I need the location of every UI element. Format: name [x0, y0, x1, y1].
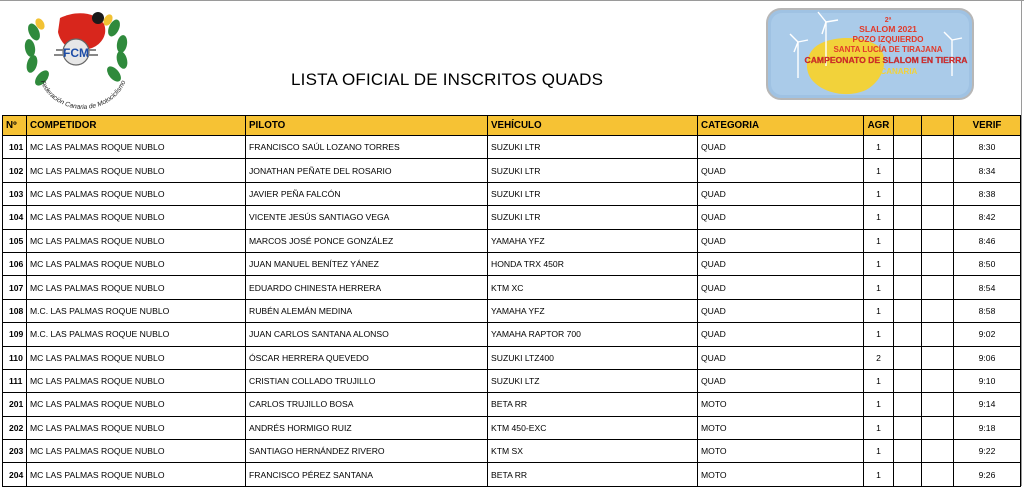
cell-num: 204 [3, 463, 27, 486]
cell-verif: 8:46 [954, 229, 1021, 252]
badge-municipality: SANTA LUCÍA DE TIRAJANA [833, 45, 943, 54]
cell-verif: 8:54 [954, 276, 1021, 299]
cell-blank [894, 159, 922, 182]
cell-blank [894, 463, 922, 486]
cell-categoria: QUAD [698, 182, 864, 205]
header-categoria: CATEGORIA [698, 116, 864, 136]
cell-piloto: MARCOS JOSÉ PONCE GONZÁLEZ [246, 229, 488, 252]
table-row [3, 416, 1021, 439]
cell-agr: 1 [864, 252, 894, 275]
cell-blank [922, 440, 954, 463]
cell-agr: 1 [864, 440, 894, 463]
cell-verif: 8:34 [954, 159, 1021, 182]
cell-agr: 1 [864, 369, 894, 392]
cell-blank [922, 206, 954, 229]
cell-verif: 9:06 [954, 346, 1021, 369]
cell-agr: 2 [864, 346, 894, 369]
cell-competidor: MC LAS PALMAS ROQUE NUBLO [27, 229, 246, 252]
cell-blank [922, 276, 954, 299]
cell-vehiculo: SUZUKI LTZ [488, 369, 698, 392]
cell-agr: 1 [864, 323, 894, 346]
cell-blank [922, 416, 954, 439]
cell-blank [922, 136, 954, 159]
cell-verif: 8:50 [954, 252, 1021, 275]
cell-verif: 9:18 [954, 416, 1021, 439]
cell-verif: 9:02 [954, 323, 1021, 346]
table-row [3, 369, 1021, 392]
cell-agr: 1 [864, 159, 894, 182]
cell-blank [894, 323, 922, 346]
cell-blank [922, 182, 954, 205]
cell-blank [922, 393, 954, 416]
cell-vehiculo: YAMAHA RAPTOR 700 [488, 323, 698, 346]
cell-categoria: QUAD [698, 323, 864, 346]
cell-blank [922, 229, 954, 252]
cell-num: 111 [3, 369, 27, 392]
cell-vehiculo: KTM 450-EXC [488, 416, 698, 439]
cell-vehiculo: KTM XC [488, 276, 698, 299]
cell-competidor: MC LAS PALMAS ROQUE NUBLO [27, 252, 246, 275]
cell-num: 106 [3, 252, 27, 275]
cell-competidor: MC LAS PALMAS ROQUE NUBLO [27, 369, 246, 392]
cell-piloto: CARLOS TRUJILLO BOSA [246, 393, 488, 416]
cell-piloto: SANTIAGO HERNÁNDEZ RIVERO [246, 440, 488, 463]
cell-piloto: ÓSCAR HERRERA QUEVEDO [246, 346, 488, 369]
header-num: Nº [3, 116, 27, 136]
badge-event: SLALOM 2021 [859, 24, 917, 34]
cell-piloto: RUBÉN ALEMÁN MEDINA [246, 299, 488, 322]
cell-categoria: QUAD [698, 136, 864, 159]
cell-num: 104 [3, 206, 27, 229]
cell-blank [894, 206, 922, 229]
cell-num: 202 [3, 416, 27, 439]
cell-categoria: QUAD [698, 369, 864, 392]
cell-blank [894, 346, 922, 369]
cell-vehiculo: SUZUKI LTR [488, 182, 698, 205]
cell-blank [922, 299, 954, 322]
fcm-emblem-icon [16, 4, 146, 112]
cell-categoria: QUAD [698, 229, 864, 252]
cell-competidor: MC LAS PALMAS ROQUE NUBLO [27, 416, 246, 439]
cell-num: 102 [3, 159, 27, 182]
cell-verif: 9:14 [954, 393, 1021, 416]
table-row [3, 159, 1021, 182]
cell-piloto: ANDRÉS HORMIGO RUIZ [246, 416, 488, 439]
right-border [1021, 0, 1022, 486]
table-row [3, 299, 1021, 322]
cell-agr: 1 [864, 276, 894, 299]
cell-categoria: QUAD [698, 159, 864, 182]
header-competidor: COMPETIDOR [27, 116, 246, 136]
cell-agr: 1 [864, 136, 894, 159]
table-header-row [3, 116, 1021, 136]
cell-verif: 8:30 [954, 136, 1021, 159]
cell-num: 105 [3, 229, 27, 252]
header-vehiculo: VEHÍCULO [488, 116, 698, 136]
cell-piloto: EDUARDO CHINESTA HERRERA [246, 276, 488, 299]
cell-categoria: QUAD [698, 346, 864, 369]
cell-piloto: FRANCISCO SAÚL LOZANO TORRES [246, 136, 488, 159]
badge-edition: 2ª [884, 17, 892, 24]
cell-blank [894, 252, 922, 275]
logo-arc-text: Federación Canaria de Motociclismo [38, 79, 128, 111]
cell-categoria: MOTO [698, 440, 864, 463]
cell-categoria: QUAD [698, 206, 864, 229]
cell-blank [894, 299, 922, 322]
header-blank-2 [922, 116, 954, 136]
header-verif: VERIF [954, 116, 1021, 136]
cell-categoria: QUAD [698, 299, 864, 322]
cell-num: 107 [3, 276, 27, 299]
table-row [3, 276, 1021, 299]
cell-competidor: MC LAS PALMAS ROQUE NUBLO [27, 159, 246, 182]
table-row [3, 346, 1021, 369]
cell-blank [894, 440, 922, 463]
table-row [3, 440, 1021, 463]
cell-num: 110 [3, 346, 27, 369]
cell-piloto: JONATHAN PEÑATE DEL ROSARIO [246, 159, 488, 182]
cell-vehiculo: SUZUKI LTR [488, 136, 698, 159]
cell-blank [894, 276, 922, 299]
cell-vehiculo: SUZUKI LTR [488, 159, 698, 182]
cell-piloto: FRANCISCO PÉREZ SANTANA [246, 463, 488, 486]
cell-vehiculo: YAMAHA YFZ [488, 229, 698, 252]
cell-num: 101 [3, 136, 27, 159]
cell-blank [894, 369, 922, 392]
cell-categoria: MOTO [698, 393, 864, 416]
cell-competidor: MC LAS PALMAS ROQUE NUBLO [27, 136, 246, 159]
table-row [3, 229, 1021, 252]
cell-verif: 8:38 [954, 182, 1021, 205]
table-row [3, 463, 1021, 486]
cell-agr: 1 [864, 463, 894, 486]
cell-vehiculo: SUZUKI LTR [488, 206, 698, 229]
cell-vehiculo: YAMAHA YFZ [488, 299, 698, 322]
cell-blank [922, 252, 954, 275]
cell-competidor: MC LAS PALMAS ROQUE NUBLO [27, 182, 246, 205]
cell-competidor: MC LAS PALMAS ROQUE NUBLO [27, 276, 246, 299]
cell-blank [922, 346, 954, 369]
cell-verif: 9:26 [954, 463, 1021, 486]
table-row [3, 393, 1021, 416]
cell-verif: 8:58 [954, 299, 1021, 322]
entries-table [2, 115, 1021, 487]
cell-verif: 9:10 [954, 369, 1021, 392]
cell-vehiculo: BETA RR [488, 393, 698, 416]
cell-num: 203 [3, 440, 27, 463]
cell-blank [922, 323, 954, 346]
cell-categoria: MOTO [698, 463, 864, 486]
cell-blank [922, 463, 954, 486]
logo-initials: FCM [63, 46, 89, 60]
cell-competidor: MC LAS PALMAS ROQUE NUBLO [27, 393, 246, 416]
cell-agr: 1 [864, 393, 894, 416]
cell-blank [922, 159, 954, 182]
badge-championship: CAMPEONATO DE SLALOM EN TIERRA [804, 55, 968, 65]
cell-blank [894, 136, 922, 159]
cell-competidor: MC LAS PALMAS ROQUE NUBLO [27, 206, 246, 229]
cell-agr: 1 [864, 206, 894, 229]
cell-competidor: M.C. LAS PALMAS ROQUE NUBLO [27, 299, 246, 322]
cell-categoria: QUAD [698, 276, 864, 299]
slalom-event-badge [766, 6, 976, 102]
cell-piloto: JUAN CARLOS SANTANA ALONSO [246, 323, 488, 346]
badge-island: GRAN CANARIA [854, 67, 918, 76]
cell-num: 201 [3, 393, 27, 416]
cell-vehiculo: BETA RR [488, 463, 698, 486]
header-agr: AGR [864, 116, 894, 136]
header-blank-1 [894, 116, 922, 136]
cell-competidor: MC LAS PALMAS ROQUE NUBLO [27, 440, 246, 463]
cell-piloto: JAVIER PEÑA FALCÓN [246, 182, 488, 205]
table-row [3, 206, 1021, 229]
cell-piloto: CRISTIAN COLLADO TRUJILLO [246, 369, 488, 392]
table-row [3, 182, 1021, 205]
page-title: LISTA OFICIAL DE INSCRITOS QUADS [291, 70, 604, 89]
cell-blank [894, 393, 922, 416]
cell-piloto: VICENTE JESÚS SANTIAGO VEGA [246, 206, 488, 229]
cell-agr: 1 [864, 299, 894, 322]
cell-verif: 8:42 [954, 206, 1021, 229]
cell-blank [894, 182, 922, 205]
header-piloto: PILOTO [246, 116, 488, 136]
cell-categoria: QUAD [698, 252, 864, 275]
table-row [3, 252, 1021, 275]
badge-venue: POZO IZQUIERDO [852, 35, 924, 44]
cell-agr: 1 [864, 229, 894, 252]
cell-competidor: M.C. LAS PALMAS ROQUE NUBLO [27, 323, 246, 346]
cell-num: 108 [3, 299, 27, 322]
cell-categoria: MOTO [698, 416, 864, 439]
cell-agr: 1 [864, 182, 894, 205]
cell-competidor: MC LAS PALMAS ROQUE NUBLO [27, 463, 246, 486]
table-row [3, 323, 1021, 346]
cell-verif: 9:22 [954, 440, 1021, 463]
table-row [3, 136, 1021, 159]
cell-agr: 1 [864, 416, 894, 439]
cell-vehiculo: HONDA TRX 450R [488, 252, 698, 275]
cell-blank [922, 369, 954, 392]
cell-blank [894, 416, 922, 439]
top-border [0, 0, 1024, 1]
cell-piloto: JUAN MANUEL BENÍTEZ YÁNEZ [246, 252, 488, 275]
cell-vehiculo: SUZUKI LTZ400 [488, 346, 698, 369]
cell-blank [894, 229, 922, 252]
cell-vehiculo: KTM SX [488, 440, 698, 463]
cell-num: 109 [3, 323, 27, 346]
cell-competidor: MC LAS PALMAS ROQUE NUBLO [27, 346, 246, 369]
cell-num: 103 [3, 182, 27, 205]
